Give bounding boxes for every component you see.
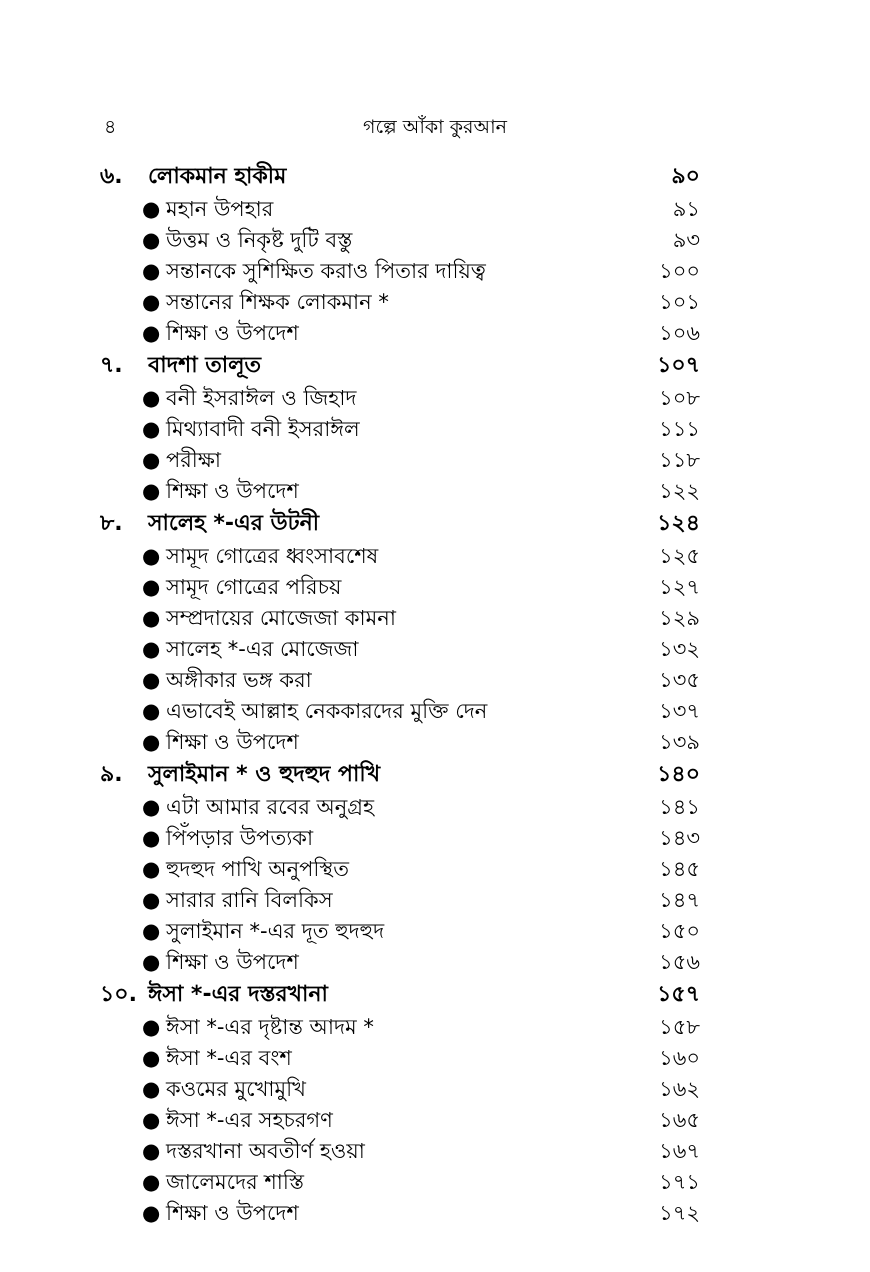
item-page: ১০৬ — [659, 321, 700, 345]
item-title: ঈসা *-এর সহচরগণ — [166, 1108, 333, 1132]
item-title: সন্তানের শিক্ষক লোকমান * — [166, 290, 389, 314]
item-title: সন্তানকে সুশিক্ষিত করাও পিতার দায়িত্ব — [166, 259, 486, 283]
bullet-icon: ● — [142, 668, 161, 692]
bullet-icon: ● — [142, 699, 161, 723]
bullet-icon: ● — [142, 290, 161, 314]
chapter-page: ১০৭ — [657, 353, 700, 378]
item-page: ১৫০ — [659, 919, 700, 943]
chapter-page: ১৫৭ — [657, 982, 700, 1007]
item-page: ১৬৭ — [659, 1139, 700, 1163]
toc-item — [100, 256, 700, 287]
item-title: মহান উপহার — [166, 197, 274, 221]
bullet-icon: ● — [142, 1108, 161, 1132]
chapter-number: ১০. — [100, 982, 137, 1007]
item-page: ১২৭ — [659, 575, 700, 599]
bullet-icon: ● — [142, 1077, 161, 1101]
item-page: ১৬৫ — [659, 1108, 700, 1132]
toc-item — [100, 1074, 700, 1105]
chapter-number: ৮. — [100, 511, 123, 536]
item-page: ১২৫ — [659, 544, 700, 568]
item-title: শিক্ষা ও উপদেশ — [166, 950, 299, 974]
bullet-icon: ● — [142, 448, 161, 472]
chapter-title: ঈসা *-এর দস্তরখানা — [148, 982, 328, 1007]
item-title: এভাবেই আল্লাহ নেককারদের মুক্তি দেন — [166, 699, 488, 723]
chapter-title: লোকমান হাকীম — [148, 164, 287, 189]
item-title: শিক্ষা ও উপদেশ — [166, 321, 299, 345]
item-title: শিক্ষা ও উপদেশ — [166, 479, 299, 503]
chapter-title: বাদশা তালূত — [148, 353, 262, 378]
item-page: ১৩৯ — [659, 730, 700, 754]
item-page: ১০১ — [659, 290, 700, 314]
item-title: শিক্ষা ও উপদেশ — [166, 1201, 299, 1225]
chapter-number: ৭. — [100, 353, 123, 378]
bullet-icon: ● — [142, 259, 161, 283]
item-title: পিঁপড়ার উপত্যকা — [166, 826, 314, 850]
item-page: ১৬০ — [659, 1046, 700, 1070]
bullet-icon: ● — [142, 826, 161, 850]
bullet-icon: ● — [142, 919, 161, 943]
chapter-row — [100, 349, 700, 383]
chapter-page: ১৪০ — [657, 762, 700, 787]
item-page: ১৪৭ — [659, 888, 700, 912]
chapter-row — [100, 758, 700, 792]
toc-item — [100, 885, 700, 916]
item-title: পরীক্ষা — [166, 448, 221, 472]
item-title: জালেমদের শাস্তি — [166, 1170, 304, 1194]
toc-item — [100, 225, 700, 256]
toc-item — [100, 823, 700, 854]
item-title: সুলাইমান *-এর দূত হুদহুদ — [166, 919, 385, 943]
item-page: ১৩২ — [659, 637, 700, 661]
toc-item — [100, 541, 700, 572]
toc-item — [100, 916, 700, 947]
chapter-row — [100, 160, 700, 194]
chapter-row — [100, 978, 700, 1012]
bullet-icon: ● — [142, 386, 161, 410]
toc-item — [100, 318, 700, 349]
item-title: শিক্ষা ও উপদেশ — [166, 730, 299, 754]
toc-item — [100, 1198, 700, 1229]
item-title: কওমের মুখোমুখি — [166, 1077, 306, 1101]
item-title: হুদহুদ পাখি অনুপস্থিত — [166, 857, 350, 881]
bullet-icon: ● — [142, 888, 161, 912]
bullet-icon: ● — [142, 197, 161, 221]
bullet-icon: ● — [142, 228, 161, 252]
bullet-icon: ● — [142, 730, 161, 754]
toc-item — [100, 287, 700, 318]
page-header — [0, 112, 870, 142]
item-title: সালেহ *-এর মোজেজা — [166, 637, 359, 661]
bullet-icon: ● — [142, 321, 161, 345]
toc-item — [100, 792, 700, 823]
item-page: ১৩৭ — [659, 699, 700, 723]
bullet-icon: ● — [142, 1046, 161, 1070]
item-page: ১৫৮ — [659, 1015, 700, 1039]
bullet-icon: ● — [142, 1170, 161, 1194]
table-of-contents — [100, 160, 700, 1229]
running-title: গল্পে আঁকা কুরআন — [363, 116, 507, 138]
item-page: ১৩৫ — [659, 668, 700, 692]
toc-item — [100, 1167, 700, 1198]
chapter-number: ৯. — [100, 762, 123, 787]
toc-item — [100, 572, 700, 603]
bullet-icon: ● — [142, 950, 161, 974]
bullet-icon: ● — [142, 1139, 161, 1163]
toc-item — [100, 1012, 700, 1043]
toc-item — [100, 383, 700, 414]
chapter-page: ৯০ — [671, 164, 700, 189]
item-title: ঈসা *-এর বংশ — [166, 1046, 292, 1070]
chapter-number: ৬. — [100, 164, 123, 189]
item-page: ১২৯ — [659, 606, 700, 630]
item-page: ৯১ — [672, 197, 700, 221]
item-title: সম্প্রদায়ের মোজেজা কামনা — [166, 606, 396, 630]
chapter-title: সালেহ *-এর উটনী — [148, 511, 320, 536]
toc-item — [100, 947, 700, 978]
item-page: ১১৮ — [659, 448, 700, 472]
toc-item — [100, 476, 700, 507]
bullet-icon: ● — [142, 479, 161, 503]
item-page: ১১১ — [659, 417, 700, 441]
bullet-icon: ● — [142, 1015, 161, 1039]
item-title: অঙ্গীকার ভঙ্গ করা — [166, 668, 312, 692]
item-page: ১৪৩ — [659, 826, 700, 850]
bullet-icon: ● — [142, 417, 161, 441]
toc-item — [100, 665, 700, 696]
chapter-row — [100, 507, 700, 541]
item-page: ১৭২ — [659, 1201, 700, 1225]
chapter-page: ১২৪ — [657, 511, 700, 536]
toc-item — [100, 445, 700, 476]
toc-item — [100, 1105, 700, 1136]
toc-item — [100, 603, 700, 634]
item-title: উত্তম ও নিকৃষ্ট দুটি বস্তু — [166, 228, 353, 252]
bullet-icon: ● — [142, 544, 161, 568]
bullet-icon: ● — [142, 1201, 161, 1225]
toc-item — [100, 1136, 700, 1167]
item-title: সারার রানি বিলকিস — [166, 888, 333, 912]
item-page: ১৭১ — [659, 1170, 700, 1194]
item-page: ১৬২ — [659, 1077, 700, 1101]
bullet-icon: ● — [142, 637, 161, 661]
item-title: এটা আমার রবের অনুগ্রহ — [166, 795, 375, 819]
item-title: বনী ইসরাঈল ও জিহাদ — [166, 386, 357, 410]
toc-item — [100, 1043, 700, 1074]
toc-item — [100, 414, 700, 445]
item-page: ১০০ — [659, 259, 700, 283]
bullet-icon: ● — [142, 606, 161, 630]
item-page: ৯৩ — [672, 228, 700, 252]
item-page: ১৪১ — [659, 795, 700, 819]
item-page: ১৫৬ — [659, 950, 700, 974]
item-page: ১৪৫ — [659, 857, 700, 881]
bullet-icon: ● — [142, 795, 161, 819]
item-title: সামূদ গোত্রের পরিচয় — [166, 575, 342, 599]
toc-item — [100, 634, 700, 665]
item-title: দস্তরখানা অবতীর্ণ হওয়া — [166, 1139, 365, 1163]
toc-item — [100, 194, 700, 225]
chapter-title: সুলাইমান * ও হুদহুদ পাখি — [148, 762, 381, 787]
item-page: ১০৮ — [659, 386, 700, 410]
bullet-icon: ● — [142, 575, 161, 599]
toc-item — [100, 854, 700, 885]
bullet-icon: ● — [142, 857, 161, 881]
item-title: মিথ্যাবাদী বনী ইসরাঈল — [166, 417, 360, 441]
item-page: ১২২ — [659, 479, 700, 503]
toc-item — [100, 696, 700, 727]
item-title: ঈসা *-এর দৃষ্টান্ত আদম * — [166, 1015, 374, 1039]
item-title: সামূদ গোত্রের ধ্বংসাবশেষ — [166, 544, 379, 568]
toc-item — [100, 727, 700, 758]
page-number: ৪ — [104, 116, 117, 138]
